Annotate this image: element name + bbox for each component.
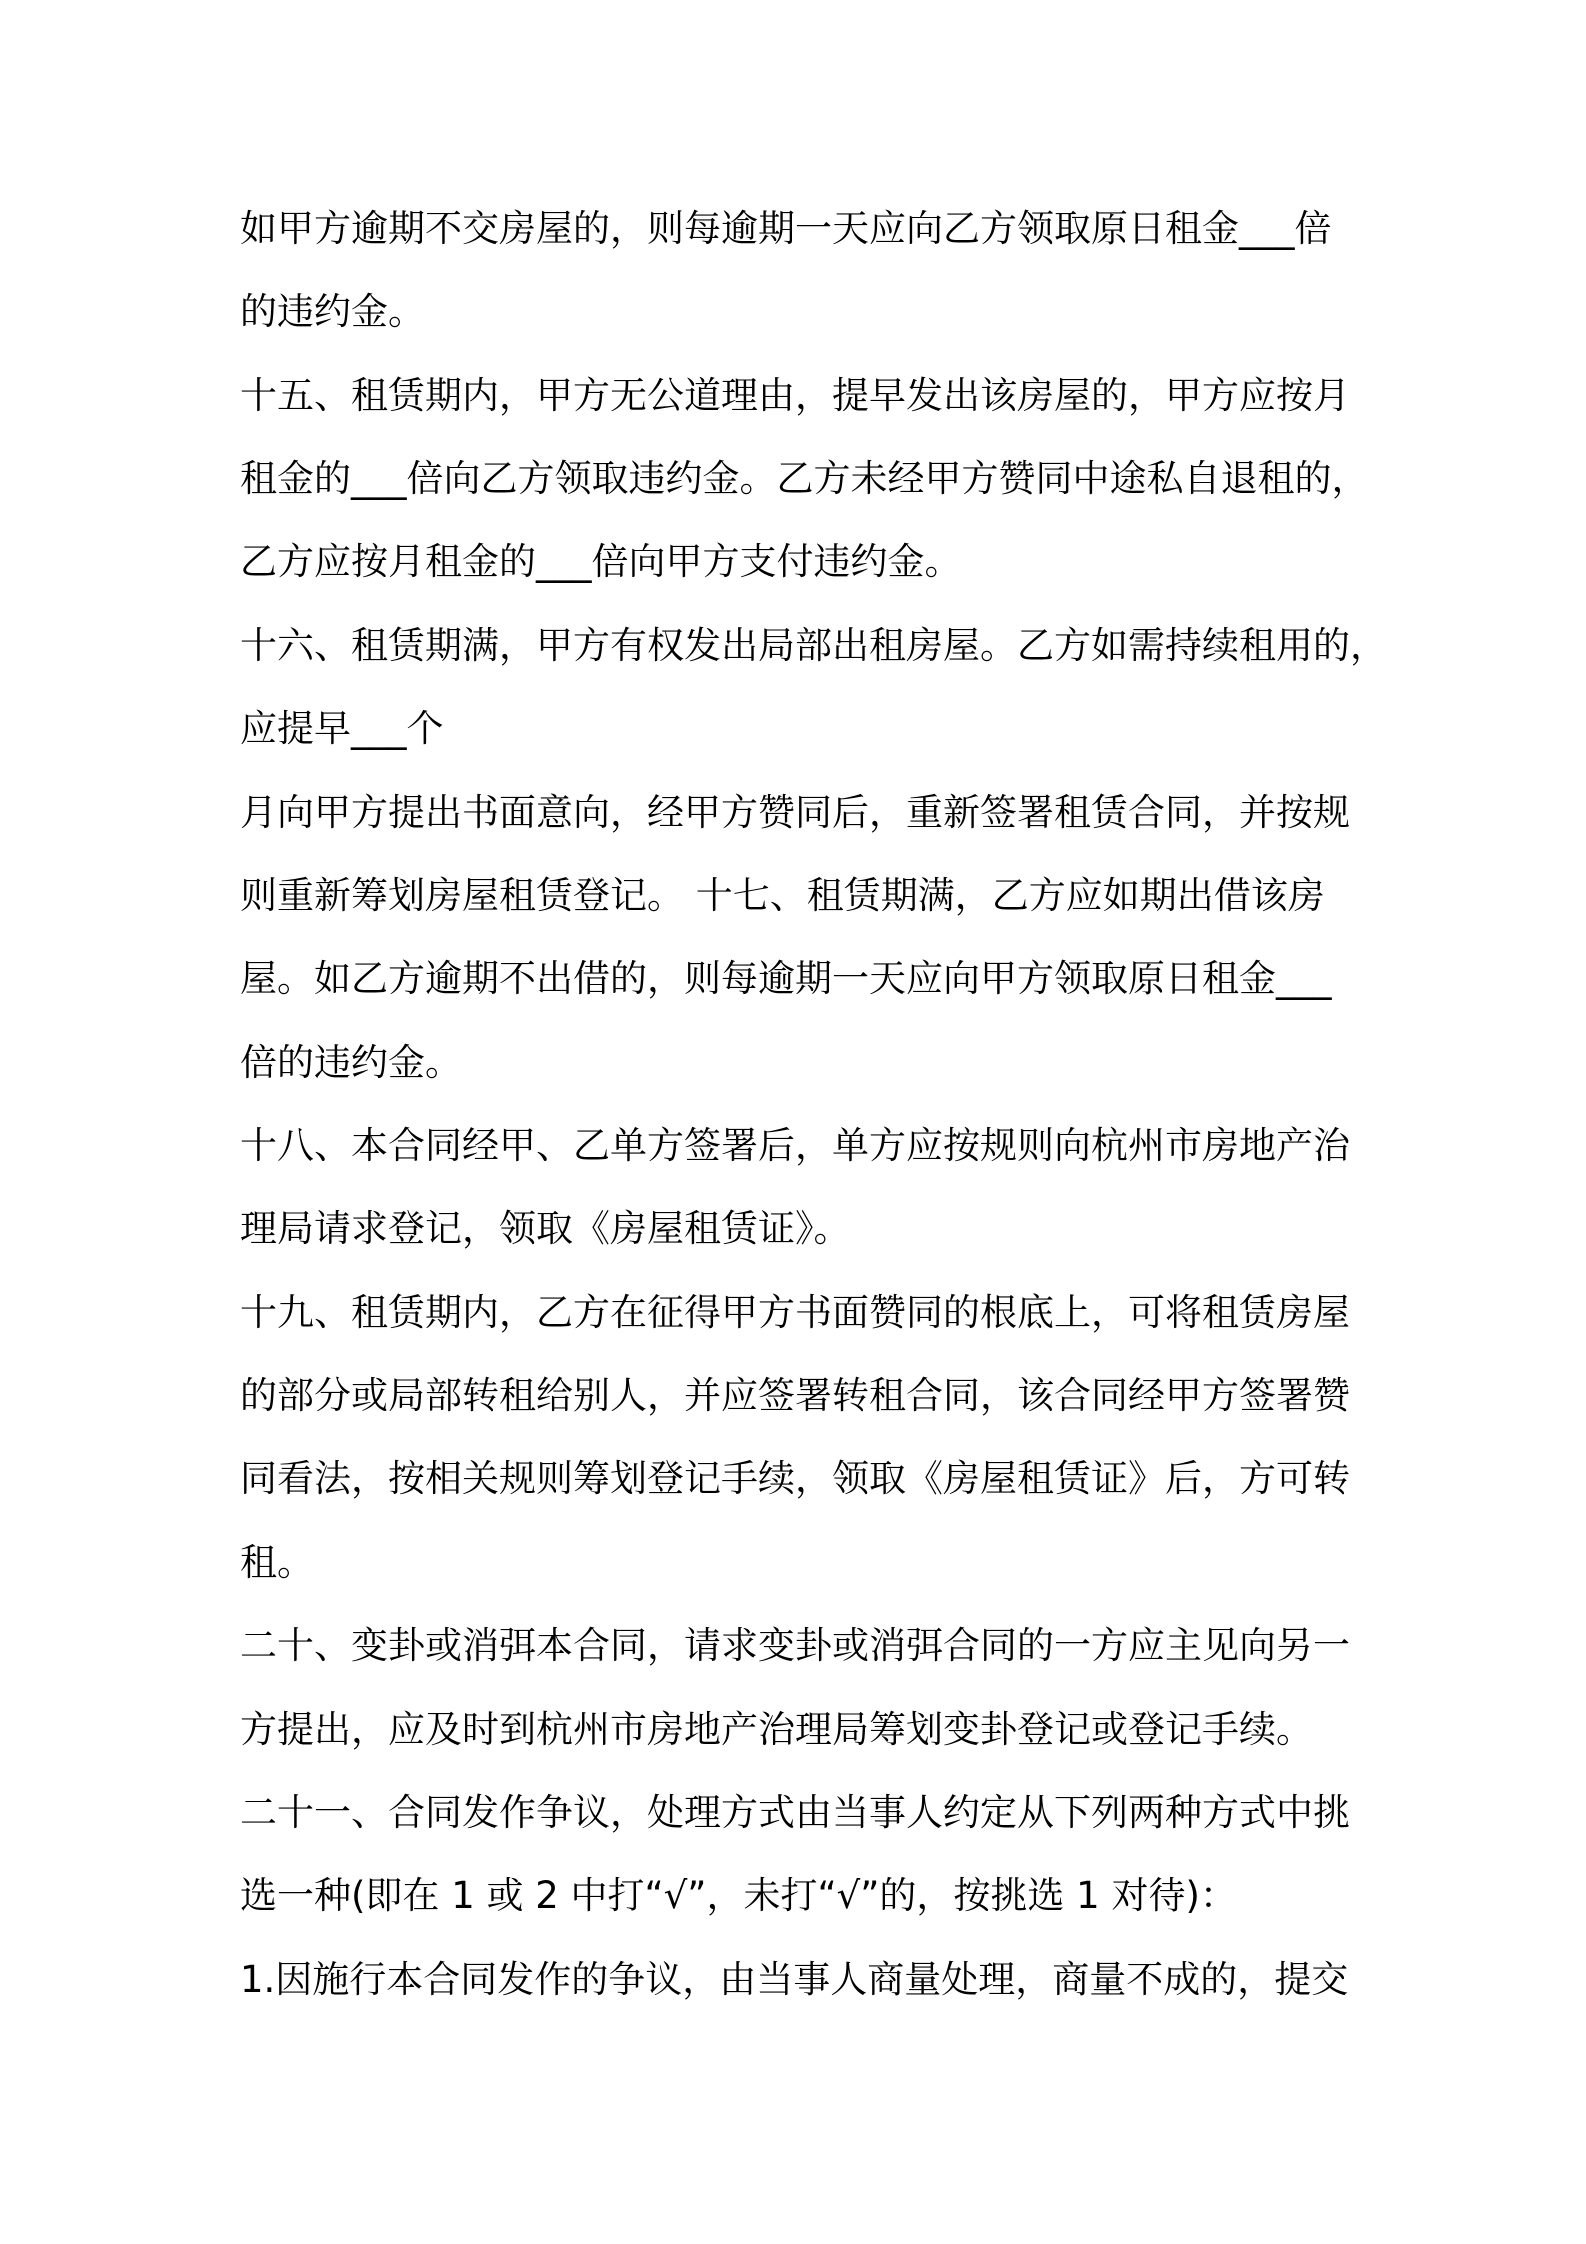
text-line: 的部分或局部转租给别人，并应签署转租合同，该合同经甲方签署赞 (240, 1374, 1350, 1417)
text-line: 屋。如乙方逾期不出借的，则每逾期一天应向甲方领取原日租金___ (240, 957, 1332, 1000)
text-line: 租。 (240, 1541, 314, 1584)
text-line: 倍的违约金。 (240, 1041, 462, 1084)
text-line: 理局请求登记，领取《房屋租赁证》。 (240, 1207, 851, 1250)
text-line: 十九、租赁期内，乙方在征得甲方书面赞同的根底上，可将租赁房屋 (240, 1291, 1350, 1334)
text-line: 则重新筹划房屋租赁登记。 十七、租赁期满，乙方应如期出借该房 (240, 874, 1325, 917)
text-line: 十六、租赁期满，甲方有权发出局部出租房屋。乙方如需持续租用的， (240, 624, 1387, 667)
text-line: 乙方应按月租金的___倍向甲方支付违约金。 (240, 540, 962, 583)
text-line: 二十、变卦或消弭本合同，请求变卦或消弭合同的一方应主见向另一 (240, 1624, 1350, 1667)
text-line: 如甲方逾期不交房屋的，则每逾期一天应向乙方领取原日租金___倍 (240, 207, 1332, 250)
text-line: 同看法，按相关规则筹划登记手续，领取《房屋租赁证》后，方可转 (240, 1457, 1350, 1500)
text-line: 应提早___个 (240, 707, 444, 750)
text-line: 方提出，应及时到杭州市房地产治理局筹划变卦登记或登记手续。 (240, 1708, 1313, 1751)
text-line: 月向甲方提出书面意向，经甲方赞同后，重新签署租赁合同，并按规 (240, 791, 1350, 834)
text-line: 的违约金。 (240, 290, 425, 333)
text-line: 选一种(即在 1 或 2 中打“√”，未打“√”的，按挑选 1 对待)： (240, 1874, 1237, 1917)
text-line: 二十一、合同发作争议，处理方式由当事人约定从下列两种方式中挑 (240, 1791, 1350, 1834)
text-line: 十五、租赁期内，甲方无公道理由，提早发出该房屋的，甲方应按月 (240, 374, 1350, 417)
text-line: 租金的___倍向乙方领取违约金。乙方未经甲方赞同中途私自退租的， (240, 457, 1369, 500)
text-line: 十八、本合同经甲、乙单方签署后，单方应按规则向杭州市房地产治 (240, 1124, 1350, 1167)
text-line: 1.因施行本合同发作的争议，由当事人商量处理，商量不成的，提交 (240, 1958, 1349, 2001)
